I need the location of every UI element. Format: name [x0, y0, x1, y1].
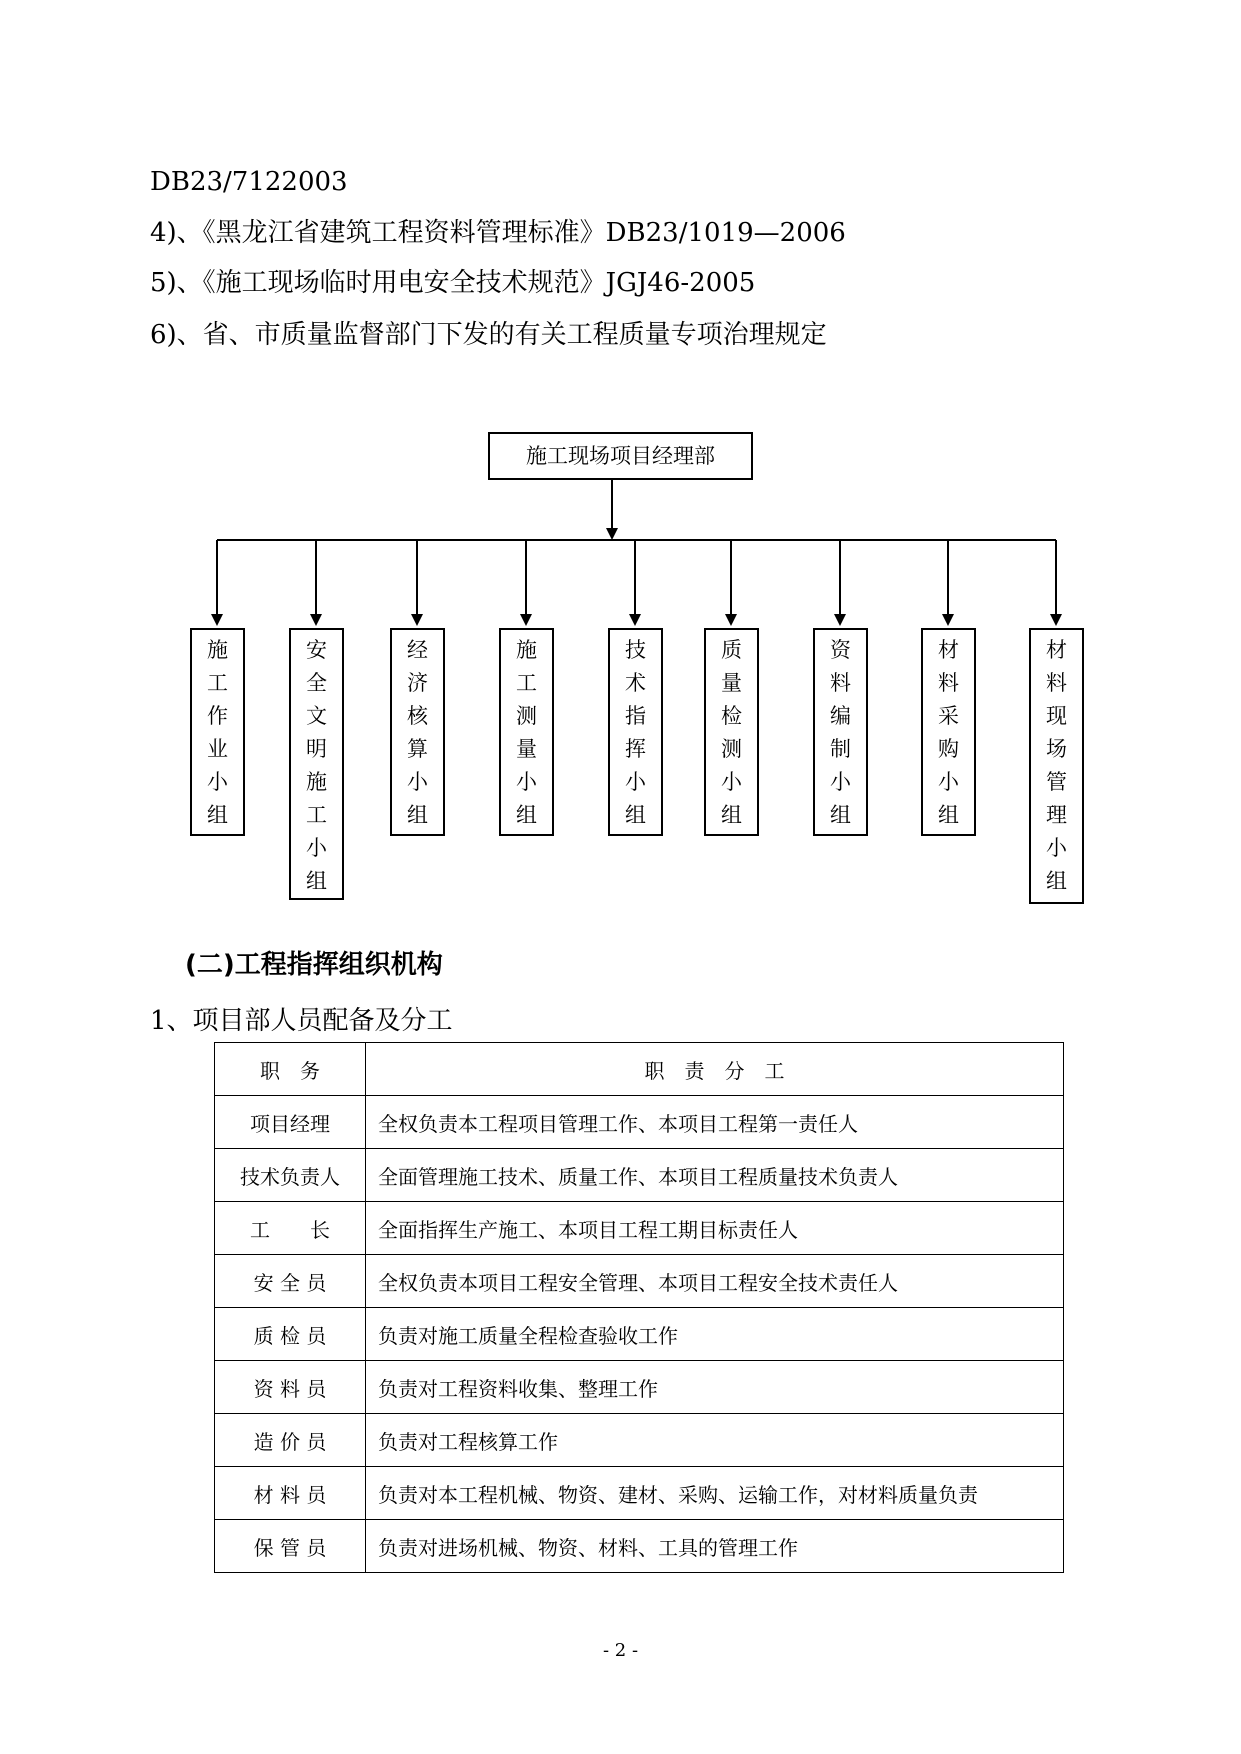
org-group-box	[608, 628, 663, 836]
org-drop-arrow	[834, 614, 846, 626]
org-group-box	[390, 628, 445, 836]
cell-duty: 全权负责本工程项目管理工作、本项目工程第一责任人	[366, 1096, 1064, 1149]
org-drop-arrow	[411, 614, 423, 626]
section-heading: (二)工程指挥组织机构	[185, 950, 443, 980]
table-header-row	[215, 1043, 1064, 1096]
duty-table	[214, 1042, 1064, 1573]
org-group-label: 材料现场管理小组	[1046, 638, 1067, 893]
cell-duty: 负责对施工质量全程检查验收工作	[366, 1308, 1064, 1361]
table-header-position: 职 务	[215, 1043, 366, 1096]
org-drop-arrow	[520, 614, 532, 626]
org-drop-arrow	[310, 614, 322, 626]
cell-position: 技术负责人	[215, 1149, 366, 1202]
cell-duty: 负责对工程核算工作	[366, 1414, 1064, 1467]
org-trunk-arrow	[606, 528, 618, 540]
org-group-box	[704, 628, 759, 836]
page-number: - 2 -	[602, 1640, 639, 1661]
cell-position: 资 料 员	[215, 1361, 366, 1414]
cell-duty: 负责对进场机械、物资、材料、工具的管理工作	[366, 1520, 1064, 1573]
table-row	[215, 1467, 1064, 1520]
org-group-label: 材料采购小组	[938, 638, 959, 827]
cell-position: 保 管 员	[215, 1520, 366, 1573]
cell-duty: 负责对工程资料收集、整理工作	[366, 1361, 1064, 1414]
cell-position: 质 检 员	[215, 1308, 366, 1361]
org-group-box	[190, 628, 245, 836]
org-group-label: 经济核算小组	[407, 638, 428, 827]
cell-position: 工 长	[215, 1202, 366, 1255]
org-group-label: 技术指挥小组	[625, 638, 646, 827]
table-row	[215, 1096, 1064, 1149]
org-group-box	[499, 628, 554, 836]
table-row	[215, 1202, 1064, 1255]
org-group-box	[289, 628, 344, 900]
org-drop-arrow	[629, 614, 641, 626]
org-group-box	[813, 628, 868, 836]
org-drop-arrow	[942, 614, 954, 626]
table-row	[215, 1414, 1064, 1467]
text-line-standard-code: DB23/7122003	[150, 167, 348, 197]
org-top-box: 施工现场项目经理部	[488, 432, 753, 480]
org-group-label: 安全文明施工小组	[306, 638, 327, 893]
sub-heading: 1、项目部人员配备及分工	[150, 1006, 453, 1036]
table-row	[215, 1520, 1064, 1573]
org-drop-arrow	[211, 614, 223, 626]
org-drop-arrow	[1050, 614, 1062, 626]
table-row	[215, 1361, 1064, 1414]
table-header-duty: 职 责 分 工	[366, 1043, 1064, 1096]
cell-duty: 全权负责本项目工程安全管理、本项目工程安全技术责任人	[366, 1255, 1064, 1308]
text-line-item-4: 4)、《黑龙江省建筑工程资料管理标准》DB23/1019—2006	[150, 218, 846, 248]
org-group-label: 资料编制小组	[830, 638, 851, 827]
org-group-box	[1029, 628, 1084, 904]
cell-position: 项目经理	[215, 1096, 366, 1149]
org-drop-arrow	[725, 614, 737, 626]
cell-position: 安 全 员	[215, 1255, 366, 1308]
cell-duty: 全面管理施工技术、质量工作、本项目工程质量技术负责人	[366, 1149, 1064, 1202]
table-row	[215, 1149, 1064, 1202]
text-line-item-5: 5)、《施工现场临时用电安全技术规范》JGJ46-2005	[150, 268, 756, 298]
cell-duty: 负责对本工程机械、物资、建材、采购、运输工作，对材料质量负责	[366, 1467, 1064, 1520]
cell-position: 造 价 员	[215, 1414, 366, 1467]
cell-position: 材 料 员	[215, 1467, 366, 1520]
org-group-label: 施工测量小组	[516, 638, 537, 827]
table-row	[215, 1308, 1064, 1361]
org-group-label: 施工作业小组	[207, 638, 228, 827]
org-group-box	[921, 628, 976, 836]
org-group-label: 质量检测小组	[721, 638, 742, 827]
text-line-item-6: 6)、省、市质量监督部门下发的有关工程质量专项治理规定	[150, 320, 827, 350]
cell-duty: 全面指挥生产施工、本项目工程工期目标责任人	[366, 1202, 1064, 1255]
table-row	[215, 1255, 1064, 1308]
